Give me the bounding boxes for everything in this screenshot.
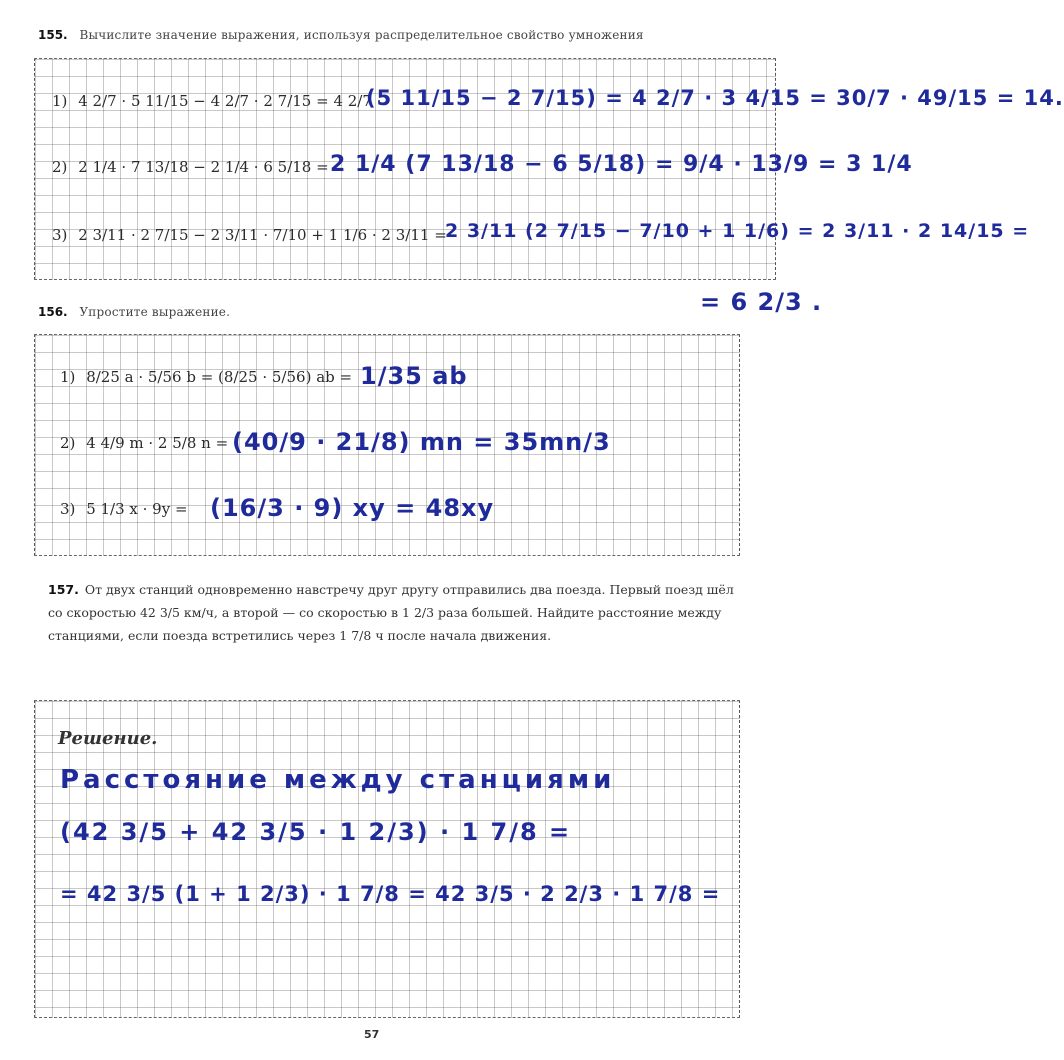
p156-row3-handwriting: (16/3 · 9) xy = 48xy xyxy=(210,494,495,522)
p155-row3-handwriting: 2 3/11 (2 7/15 − 7/10 + 1 1/6) = 2 3/11 · 2 14/15 = xyxy=(445,220,1030,242)
problem-155-title: Вычислите значение выражения, используя распределительное свойство умножения xyxy=(79,28,644,42)
p155-row2-handwriting: 2 1/4 (7 13/18 − 6 5/18) = 9/4 · 13/9 = 3 1/4 xyxy=(330,152,913,177)
p156-row2-handwriting: (40/9 · 21/8) mn = 35mn/3 xyxy=(232,428,611,456)
problem-157-number: 157. xyxy=(48,582,79,597)
problem-157-statement: От двух станций одновременно навстречу друг другу отправились два поезда. Первый поезд шёл со скоростью 42 3/5 км/ч, а второй — со скоростью в 1 2/3 раза большей. Найдите расстояние между станциями, если поезда встретились через 1 7/8 ч после начала движения. xyxy=(48,582,734,643)
p156-row1-printed xyxy=(60,368,352,386)
p156-row1-expression: 8/25 a · 5/56 b = (8/25 · 5/56) ab = xyxy=(86,368,353,386)
p155-row1-expression: 4 2/7 · 5 11/15 − 4 2/7 · 2 7/15 = 4 2/7 · xyxy=(78,92,382,110)
solution-label: Решение. xyxy=(58,728,158,749)
p156-row3-label: 3) xyxy=(60,500,76,518)
p155-row3-printed xyxy=(52,226,447,244)
problem-156-number: 156. xyxy=(38,305,68,319)
p155-row2-label: 2) xyxy=(52,158,68,176)
p156-row2-label: 2) xyxy=(60,434,76,452)
p156-row3-expression: 5 1/3 x · 9y = xyxy=(86,500,188,518)
p155-row3-handwriting-continued: = 6 2/3 . xyxy=(700,288,823,316)
p155-row3-expression: 2 3/11 · 2 7/15 − 2 3/11 · 7/10 + 1 1/6 · 2 3/11 = xyxy=(78,226,447,244)
problem-156-title: Упростите выражение. xyxy=(79,305,231,319)
p156-row2-printed xyxy=(60,434,228,452)
p156-row1-handwriting: 1/35 ab xyxy=(360,362,468,390)
problem-155-number: 155. xyxy=(38,28,68,42)
p155-row2-printed xyxy=(52,158,329,176)
p156-row3-printed xyxy=(60,500,188,518)
p156-row1-label: 1) xyxy=(60,368,76,386)
page-number: 57 xyxy=(364,1028,380,1041)
p155-row1-label: 1) xyxy=(52,92,68,110)
problem-157-text xyxy=(48,578,748,647)
p155-row3-label: 3) xyxy=(52,226,68,244)
p157-hand-line-2: (42 3/5 + 42 3/5 · 1 2/3) · 1 7/8 = xyxy=(60,818,572,846)
p157-hand-line-1: Расстояние между станциями xyxy=(60,765,616,795)
p156-row2-expression: 4 4/9 m · 2 5/8 n = xyxy=(86,434,229,452)
p155-row1-handwriting: (5 11/15 − 2 7/15) = 4 2/7 · 3 4/15 = 30/7 · 49/15 = 14. xyxy=(366,86,1064,110)
p155-row1-printed xyxy=(52,92,381,110)
problem-156-header xyxy=(38,305,230,319)
problem-155-header xyxy=(38,28,644,42)
p155-row2-expression: 2 1/4 · 7 13/18 − 2 1/4 · 6 5/18 = xyxy=(78,158,329,176)
p157-hand-line-3: = 42 3/5 (1 + 1 2/3) · 1 7/8 = 42 3/5 · 2 2/3 · 1 7/8 = xyxy=(60,882,721,906)
